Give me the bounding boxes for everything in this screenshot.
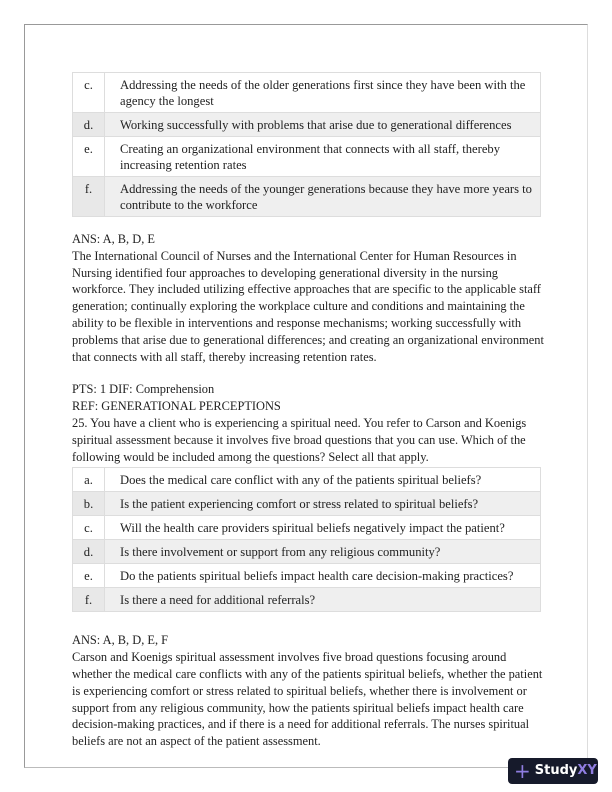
option-text: Addressing the needs of the older generations first since they have been with the agency the longest <box>105 73 541 113</box>
option-letter: c. <box>73 73 105 113</box>
options-table-q25 <box>72 467 541 612</box>
option-text: Working successfully with problems that arise due to generational differences <box>105 113 541 137</box>
option-letter: f. <box>73 177 105 217</box>
option-row[interactable] <box>73 540 541 564</box>
option-row[interactable] <box>73 468 541 492</box>
option-letter: a. <box>73 468 105 492</box>
option-text: Is there a need for additional referrals? <box>105 588 541 612</box>
option-letter: d. <box>73 113 105 137</box>
option-letter: b. <box>73 492 105 516</box>
logo-text: Study <box>534 763 578 779</box>
option-text: Is the patient experiencing comfort or stress related to spiritual beliefs? <box>105 492 541 516</box>
option-row[interactable] <box>73 588 541 612</box>
option-letter: c. <box>73 516 105 540</box>
points-difficulty: PTS: 1 DIF: Comprehension <box>72 382 215 397</box>
q24-answer-block <box>72 231 544 465</box>
answer: ANS: A, B, D, E, F <box>72 633 169 648</box>
question-text: 25. You have a client who is experiencing a spiritual need. You refer to Carson and Koenigs spiritual assessment because it involves five broad questions that you can use. Which of the following would be included among the questions? Select all that apply. <box>72 415 527 464</box>
option-row[interactable] <box>73 516 541 540</box>
option-text: Will the health care providers spiritual beliefs negatively impact the patient? <box>105 516 541 540</box>
answer: ANS: A, B, D, E <box>72 232 155 246</box>
rationale: Carson and Koenigs spiritual assessment involves five broad questions focusing around whether the medical care conflicts with any of the patients spiritual beliefs, whether the patient is experiencing comfort or stress related to spiritual beliefs, whether there is involvement or support from any religious community, how the patients spiritual beliefs impact health care decision-making practices, and if there is a need for additional referrals. The nurses spiritual beliefs are not an aspect of the patient assessment. <box>72 650 543 749</box>
studyxy-logo[interactable] <box>508 758 598 784</box>
option-text: Does the medical care conflict with any of the patients spiritual beliefs? <box>105 468 541 492</box>
q25-answer-block <box>72 632 544 750</box>
option-letter: e. <box>73 564 105 588</box>
option-row[interactable] <box>73 137 541 177</box>
option-row[interactable] <box>73 564 541 588</box>
option-row[interactable] <box>73 73 541 113</box>
option-text: Creating an organizational environment that connects with all staff, thereby increasing retention rates <box>105 137 541 177</box>
page-content <box>72 0 597 784</box>
logo-row <box>72 758 598 784</box>
logo-accent-text: XY <box>577 763 597 779</box>
option-text: Do the patients spiritual beliefs impact health care decision-making practices? <box>105 564 541 588</box>
option-text: Is there involvement or support from any religious community? <box>105 540 541 564</box>
plus-icon: + <box>514 758 531 783</box>
option-row[interactable] <box>73 113 541 137</box>
option-letter: e. <box>73 137 105 177</box>
option-letter: f. <box>73 588 105 612</box>
option-text: Addressing the needs of the younger generations because they have more years to contribute to the workforce <box>105 177 541 217</box>
options-table-q24 <box>72 72 541 217</box>
option-row[interactable] <box>73 492 541 516</box>
reference: REF: GENERATIONAL PERCEPTIONS <box>72 399 281 414</box>
rationale: The International Council of Nurses and the International Center for Human Resources in Nursing identified four approaches to developing generational diversity in the nursing workforce. They included utilizing effective approaches that are specific to the applicable staff generation; continually exploring the workplace culture and conditions and maintaining the ability to be flexible in interventions and response mechanisms; working successfully with problems that arise due to generational differences; and creating an organizational environment that connects with all staff, thereby increasing retention rates. <box>72 248 544 364</box>
option-row[interactable] <box>73 177 541 217</box>
option-letter: d. <box>73 540 105 564</box>
